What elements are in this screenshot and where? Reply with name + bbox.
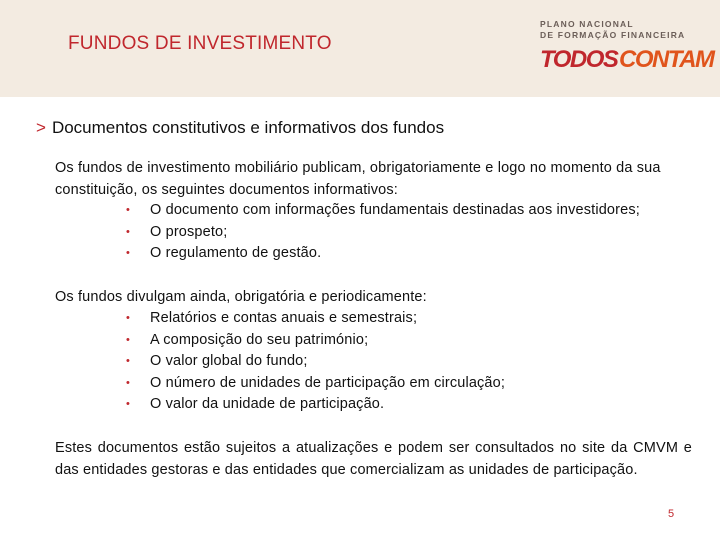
logo-line-1: PLANO NACIONAL bbox=[540, 19, 634, 29]
bullet-icon: • bbox=[126, 225, 131, 238]
list-item-text: O valor da unidade de participação. bbox=[150, 396, 385, 412]
slide-title: FUNDOS DE INVESTIMENTO bbox=[68, 33, 332, 54]
bullet-icon: • bbox=[126, 355, 131, 367]
bullet-icon: • bbox=[126, 247, 131, 259]
bullet-icon: • bbox=[126, 204, 131, 216]
list-item bbox=[126, 200, 640, 222]
list-item bbox=[126, 351, 505, 373]
page-number: 5 bbox=[668, 508, 675, 520]
chevron-right-icon: > bbox=[36, 118, 46, 137]
list-item-text: O número de unidades de participação em circulação; bbox=[150, 374, 506, 391]
list-item bbox=[126, 243, 640, 265]
logo-word-todos: TODOS bbox=[540, 46, 618, 73]
logo-line-2: DE FORMAÇÃO FINANCEIRA bbox=[540, 30, 686, 40]
bullet-icon: • bbox=[126, 312, 131, 324]
section-heading-text: Documentos constitutivos e informativos dos fundos bbox=[51, 118, 445, 137]
list-item-text: O prospeto; bbox=[150, 223, 228, 240]
periodic-paragraph: Os fundos divulgam ainda, obrigatória e periodicamente: bbox=[55, 289, 427, 305]
logo-word-contam: CONTAM bbox=[619, 46, 714, 73]
list-item bbox=[126, 308, 505, 330]
list-item-text: O documento com informações fundamentais destinadas aos investidores; bbox=[150, 202, 640, 218]
list-item-text: A composição do seu património; bbox=[150, 331, 369, 348]
intro-paragraph: Os fundos de investimento mobiliário publicam, obrigatoriamente e logo no momento da sua constituição, os seguintes documentos informativos: bbox=[55, 160, 661, 198]
list-item-text: O valor global do fundo; bbox=[150, 353, 308, 369]
list-item bbox=[126, 394, 505, 416]
pnff-logo bbox=[537, 16, 714, 76]
mandatory-documents-list bbox=[126, 200, 640, 265]
periodic-documents-list bbox=[126, 308, 505, 416]
list-item bbox=[126, 222, 640, 244]
list-item bbox=[126, 330, 505, 352]
section-heading bbox=[36, 118, 444, 138]
slide-header bbox=[0, 0, 720, 97]
bullet-icon: • bbox=[126, 398, 131, 410]
bullet-icon: • bbox=[126, 333, 131, 346]
bullet-icon: • bbox=[126, 376, 131, 389]
list-item bbox=[126, 373, 505, 395]
closing-paragraph: Estes documentos estão sujeitos a atualizações e podem ser consultados no site da CMVM e das entidades gestoras e das entidades que comercializam as unidades de participação. bbox=[55, 440, 692, 478]
list-item-text: O regulamento de gestão. bbox=[150, 245, 322, 261]
list-item-text: Relatórios e contas anuais e semestrais; bbox=[150, 310, 418, 326]
